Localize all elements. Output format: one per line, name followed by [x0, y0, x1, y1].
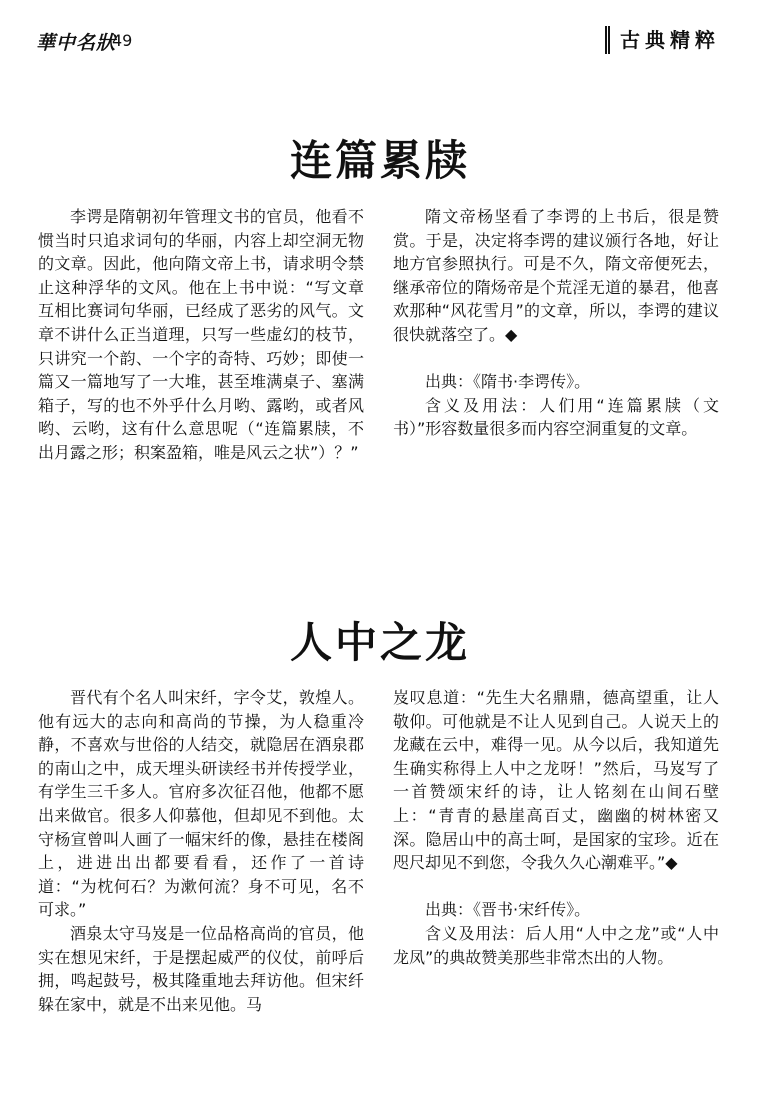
magazine-logo: 華中名狀 — [36, 32, 117, 54]
article-2-paragraph: 岌叹息道：“先生大名鼎鼎，德高望重，让人敬仰。可他就是不让人见到自己。人说天上的龙藏在云中，难得一见。从今以后，我知道先生确实称得上人中之龙呀！”然后，马岌写了一首赞颂宋纤的诗，让人铭刻在山间石壁上：“青青的悬崖高百丈，幽幽的树林密又深。隐居山中的高士呵，是国家的宝珍。近在咫尺却见不到您，令我久久心潮难平。”◆ — [393, 688, 719, 873]
article-2-source: 出典：《晋书·宋纤传》。 — [425, 900, 591, 920]
article-2-left-column — [38, 686, 364, 1016]
article-1-left-column — [38, 205, 364, 465]
article-1-paragraph: 李谔是隋朝初年管理文书的官员，他看不惯当时只追求词句的华丽，内容上却空洞无物的文章。因此，他向隋文帝上书，请求明令禁止这种浮华的文风。他在上书中说：“写文章互相比赛词句华丽，已经成了恶劣的风气。文章不讲什么正当道理，只写一些虚幻的枝节，只讲究一个韵、一个字的奇特、巧妙；即使一篇又一篇地写了一大堆，甚至堆满桌子、塞满箱子，写的也不外乎什么月哟、露哟，或者风哟、云哟，这有什么意思呢（“连篇累牍，不出月露之形；积案盈箱，唯是风云之状”）？” — [38, 207, 364, 462]
page-header — [0, 0, 760, 70]
article-1-usage: 含义及用法：人们用“连篇累牍（文书）”形容数量很多而内容空洞重复的文章。 — [393, 395, 719, 439]
page-number: 49 — [112, 31, 133, 50]
article-2-right-column — [393, 686, 719, 969]
article-title-1: 连篇累牍 — [289, 136, 470, 185]
section-title: 古典精粹 — [605, 26, 720, 54]
article-2-usage: 含义及用法：后人用“人中之龙”或“人中龙凤”的典故赞美那些非常杰出的人物。 — [393, 923, 719, 967]
article-1-right-column — [393, 205, 719, 441]
article-2-paragraph: 酒泉太守马岌是一位品格高尚的官员，他实在想见宋纤，于是摆起威严的仪仗，前呼后拥，鸣起鼓号，极其隆重地去拜访他。但宋纤躲在家中，就是不出来见他。马 — [38, 923, 364, 1014]
article-title-2: 人中之龙 — [289, 618, 470, 667]
article-1-paragraph: 隋文帝杨坚看了李谔的上书后，很是赞赏。于是，决定将李谔的建议颁行各地，好让地方官参照执行。可是不久，隋文帝便死去，继承帝位的隋炀帝是个荒淫无道的暴君，他喜欢那种“风花雪月”的文章，所以，李谔的建议很快就落空了。◆ — [393, 207, 719, 344]
article-1-source: 出典：《隋书·李谔传》。 — [425, 372, 591, 392]
article-2-paragraph: 晋代有个名人叫宋纤，字令艾，敦煌人。他有远大的志向和高尚的节操，为人稳重冷静，不喜欢与世俗的人结交，就隐居在酒泉郡的南山之中，成天埋头研读经书并传授学业，有学生三千多人。官府多次征召他，他都不愿出来做官。很多人仰慕他，但却见不到他。太守杨宣曾叫人画了一幅宋纤的像，悬挂在楼阁上，进进出出都要看看，还作了一首诗道：“为枕何石？为漱何流？身不可见，名不可求。” — [38, 688, 364, 920]
